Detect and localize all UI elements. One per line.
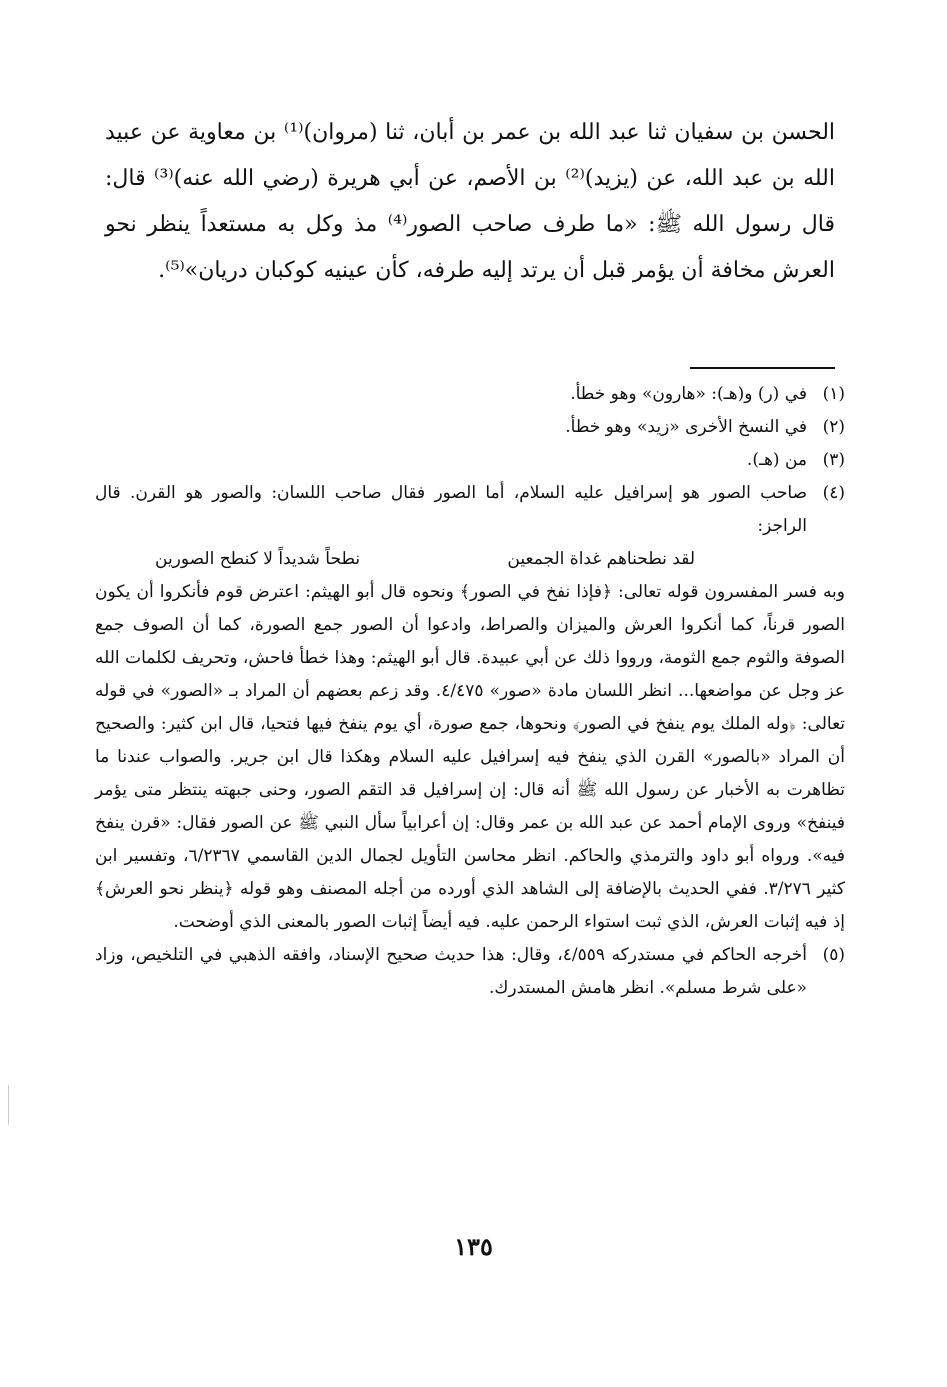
footnote-number: (٥) <box>822 945 845 965</box>
footnote-number: (١) <box>822 384 845 404</box>
footnote-text: أخرجه الحاكم في مستدركه ٤/٥٥٩، وقال: هذا حديث صحيح الإسناد، وافقه الذهبي في التلخيص، وزاد «على شرط مسلم». انظر هامش المستدرك. <box>95 945 807 998</box>
poetry-verse <box>95 543 845 576</box>
footnote-4-continuation <box>95 576 845 939</box>
main-paragraph: الحسن بن سفيان ثنا عبد الله بن عمر بن أبان، ثنا (مروان)⁽¹⁾ بن معاوية عن عبيد الله بن عبد الله، عن (يزيد)⁽²⁾ بن الأصم، عن أبي هريرة (رضي الله عنه)⁽³⁾ قال: قال رسول الله ﷺ: «ما طرف صاحب الصور⁽⁴⁾ مذ وكل به مستعداً ينظر نحو العرش مخافة أن يؤمر قبل أن يرتد إليه طرفه، كأن عينيه كوكبان دريان»⁽⁵⁾. <box>105 120 836 283</box>
verse-first-hemistich: لقد نطحناهم غداة الجمعين <box>507 549 695 569</box>
footnote-5 <box>95 939 845 1005</box>
footnote-2 <box>95 411 845 444</box>
footnote-text: من (هـ). <box>746 450 807 470</box>
footnote-number: (٣) <box>822 450 845 470</box>
footnotes <box>95 378 845 1005</box>
footnote-4 <box>95 477 845 543</box>
footnote-4-body: وبه فسر المفسرون قوله تعالى: ﴿فإذا نفخ في الصور﴾ ونحوه قال أبو الهيثم: اعترض قوم فأنكروا أن يكون الصور قرناً، كما أنكروا العرش والميزان والصراط، وادعوا أن الصور جمع الصورة، كما أن الصوف جمع الصوفة والثوم جمع الثومة، ورووا ذلك عن أبي عبيدة. قال أبو الهيثم: وهذا خطأ فاحش، وتحريف لكلمات الله عز وجل عن مواضعها... انظر اللسان مادة «صور» ٤/٤٧٥. وقد زعم بعضهم أن المراد بـ «الصور» في قوله تعالى: ﴿وله الملك يوم ينفخ في الصور﴾ ونحوها، جمع صورة، أي يوم ينفخ فيها فتحيا، قال ابن كثير: والصحيح أن المراد «بالصور» القرن الذي ينفخ فيه إسرافيل عليه السلام وهكذا قال ابن جرير. والصواب عندنا ما تظاهرت به الأخبار عن رسول الله ﷺ أنه قال: إن إسرافيل قد التقم الصور، وحنى جبهته ينتظر متى يؤمر فينفخ» وروى الإمام أحمد عن عبد الله بن عمر وقال: إن أعرابياً سأل النبي ﷺ عن الصور فقال: «قرن ينفخ فيه». ورواه أبو داود والترمذي والحاكم. انظر محاسن التأويل لجمال الدين القاسمي ٦/٢٣٦٧، وتفسير ابن كثير ٣/٢٧٦. ففي الحديث بالإضافة إلى الشاهد الذي أورده من أجله المصنف وهو قوله ﴿ينظر نحو العرش﴾ إذ فيه إثبات العرش، الذي ثبت استواء الرحمن عليه. فيه أيضاً إثبات الصور بالمعنى الذي أوضحت. <box>95 582 846 932</box>
footnote-text: صاحب الصور هو إسرافيل عليه السلام، أما الصور فقال صاحب اللسان: والصور هو القرن. قال الراجز: <box>95 483 807 536</box>
footnote-text: في (ر) و(هـ): «هارون» وهو خطأ. <box>570 384 807 404</box>
footnote-number: (٤) <box>822 483 845 503</box>
footnote-3 <box>95 444 845 477</box>
footnote-text: في النسخ الأخرى «زيد» وهو خطأ. <box>565 417 807 437</box>
footnote-separator <box>690 367 835 369</box>
scan-margin-mark <box>8 1085 9 1125</box>
page-number: ١٣٥ <box>454 1232 493 1261</box>
verse-second-hemistich: نطحاً شديداً لا كنطح الصورين <box>155 549 361 569</box>
main-text <box>105 110 835 294</box>
footnote-1 <box>95 378 845 411</box>
footnote-number: (٢) <box>822 417 845 437</box>
